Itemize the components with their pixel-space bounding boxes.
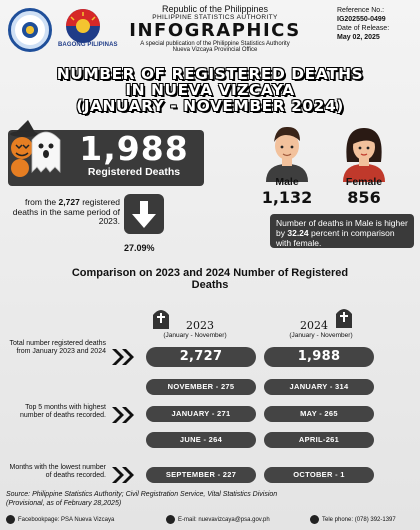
female-value: 856 (347, 188, 381, 207)
male-figure-icon (262, 122, 312, 182)
male-value: 1,132 (261, 188, 313, 207)
lowest-2024-pill: OCTOBER - 1 (264, 467, 374, 483)
source-note (6, 491, 416, 508)
lowest-month-label: Months with the lowest number of deaths recorded. (9, 464, 106, 479)
top-2024-month-1: JANUARY - 314 (264, 379, 374, 395)
double-chevron-right-icon (110, 347, 136, 367)
office-text: Nueva Vizcaya Provincial Office (172, 47, 258, 53)
footer-phone (310, 515, 396, 524)
total-2024-pill: 1,988 (264, 347, 374, 367)
total-deaths-value: 1,988 (79, 129, 189, 168)
source-line-1: Source: Philippine Statistics Authority; Civil Registration Service, Vital Statistics Division (6, 491, 278, 498)
tombstone-icon (333, 306, 355, 328)
female-label: Female (345, 176, 383, 188)
comparison-title-line-1: Comparison on 2023 and 2024 Number of Registered (71, 267, 349, 279)
total-deaths-label: Registered Deaths (87, 166, 181, 178)
tombstone-icon (150, 307, 172, 329)
top-2023-month-1: NOVEMBER - 275 (146, 379, 256, 395)
header-titles (110, 4, 320, 53)
top-2023-month-3: JUNE - 264 (146, 432, 256, 448)
psa-seal-logo (8, 8, 52, 52)
release-label: Date of Release: (337, 25, 390, 32)
comparison-title (40, 267, 380, 291)
total-row-label: Total number registered deaths from January 2023 and 2024 (9, 340, 106, 355)
note-post: percent in comparison with female. (276, 228, 395, 248)
title-line-1: NUMBER OF REGISTERED DEATHS (56, 65, 364, 83)
year-2024: 2024 (300, 319, 328, 332)
male-label: Male (275, 176, 299, 188)
release-value: May 02, 2025 (337, 34, 380, 41)
reference-value: IG202550-0499 (337, 16, 386, 23)
top-2024-month-2: MAY - 265 (264, 406, 374, 422)
phone-text: Tele phone: (078) 392-1397 (322, 516, 396, 523)
facebook-icon (6, 515, 15, 524)
decrease-percent: 27.09% (124, 243, 155, 253)
title-line-3: (JANUARY - NOVEMBER 2024) (76, 97, 344, 115)
email-text: E-mail: nuevavizcaya@psa.gov.ph (178, 516, 270, 523)
lowest-2023-pill: SEPTEMBER - 227 (146, 467, 256, 483)
note-pre: Number of deaths in Male is higher by (276, 218, 408, 238)
range-2024: (January - November) (289, 332, 353, 339)
double-chevron-right-icon (110, 405, 136, 425)
previous-pre: from the (24, 197, 57, 207)
note-value: 32.24 (287, 228, 309, 238)
agency-text: PHILIPPINE STATISTICS AUTHORITY (152, 14, 278, 21)
footer-email (166, 515, 270, 524)
infographics-heading: INFOGRAPHICS (129, 20, 301, 41)
footer-facebook (6, 515, 114, 524)
arrow-down-icon (124, 194, 164, 234)
phone-icon (310, 515, 319, 524)
sex-comparison-note (270, 214, 414, 248)
comparison-title-line-2: Deaths (191, 279, 229, 291)
reference-label: Reference No.: (337, 7, 385, 14)
top-2023-month-2: JANUARY - 271 (146, 406, 256, 422)
source-line-2: (Provisional, as of February 28,2025) (6, 499, 122, 507)
facebook-text: Facebookpage: PSA Nueva Vizcaya (18, 516, 115, 523)
total-2023-pill: 2,727 (146, 347, 256, 367)
range-2023: (January - November) (163, 332, 227, 339)
decrease-arrow-box (124, 194, 164, 234)
previous-post: registered deaths in the same period of 2023. (12, 197, 120, 226)
page-title (0, 66, 420, 114)
year-2023: 2023 (186, 319, 214, 332)
previous-value: 2,727 (58, 197, 80, 207)
previous-year-text (8, 198, 120, 227)
female-figure-icon (339, 122, 389, 182)
title-line-2: IN NUEVA VIZCAYA (125, 81, 295, 99)
top-2024-month-3: APRIL-261 (264, 432, 374, 448)
reference-block (337, 6, 419, 42)
republic-text: Republic of the Philippines (161, 4, 269, 14)
bagong-pilipinas-text: BAGONG PILIPINAS (58, 42, 118, 48)
bagong-pilipinas-logo (56, 6, 110, 46)
special-publication-text: A special publication of the Philippine Statistics Authority (140, 41, 290, 47)
double-chevron-right-icon (110, 465, 136, 485)
email-icon (166, 515, 175, 524)
ghost-pumpkin-icon (6, 120, 66, 186)
top-months-label: Top 5 months with highest number of deaths recorded. (20, 404, 106, 419)
